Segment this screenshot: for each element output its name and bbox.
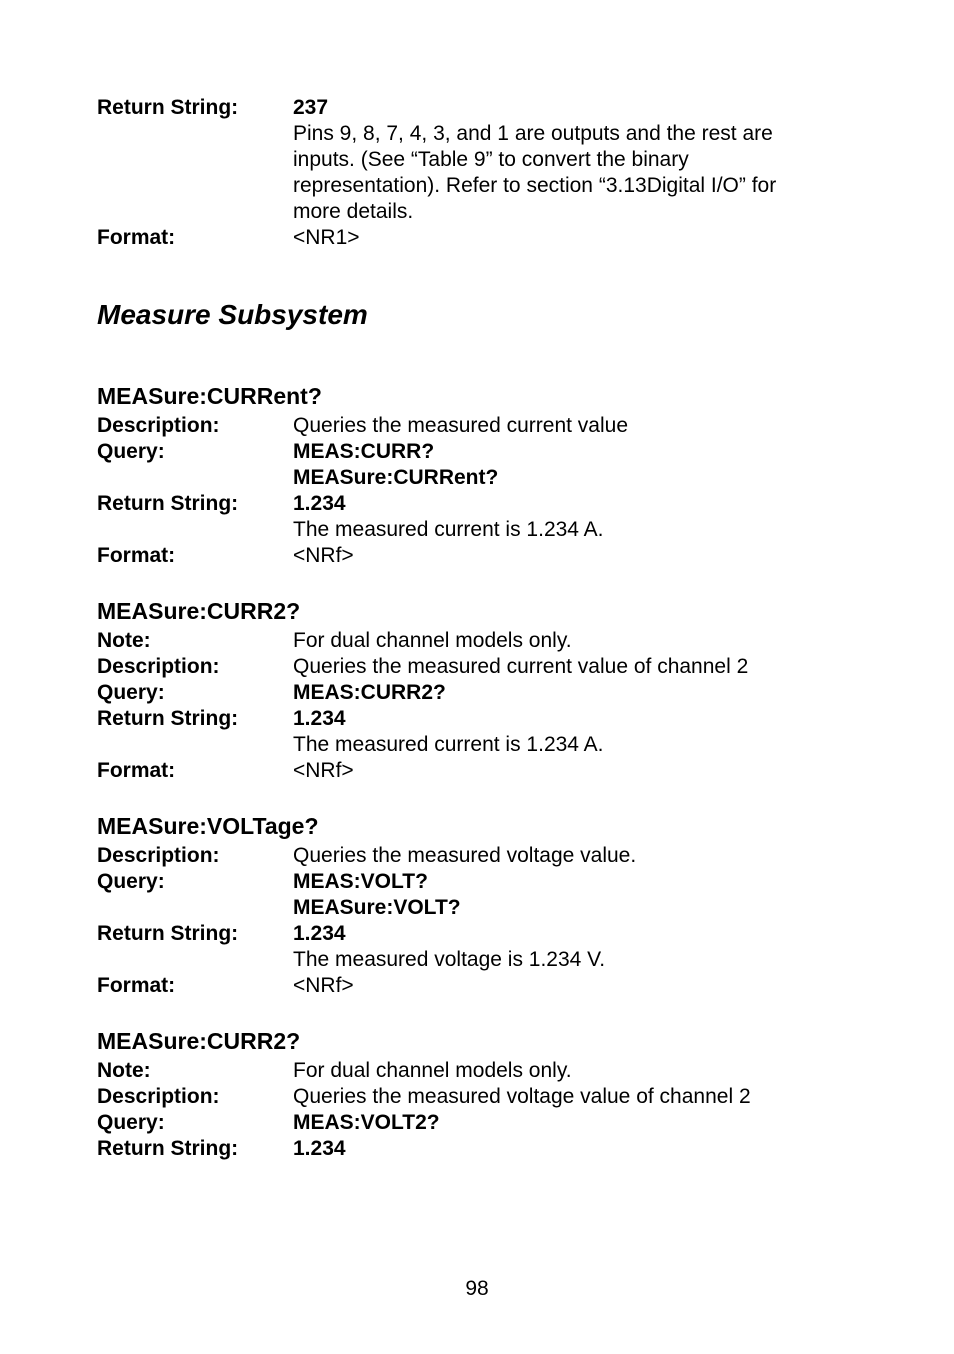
field-label: Return String: xyxy=(97,707,239,730)
field-value xyxy=(293,758,857,784)
field-entry xyxy=(97,654,857,680)
command-title: MEASure:CURR2? xyxy=(97,1028,301,1054)
field-value-line: <NRf> xyxy=(293,974,354,997)
field-label: Query: xyxy=(97,440,165,463)
field-value-line: MEAS:VOLT2? xyxy=(293,1111,440,1134)
field-value-line: 1.234 xyxy=(293,1137,346,1160)
field-label: Return String: xyxy=(97,1137,239,1160)
description-line: inputs. (See “Table 9” to convert the binary xyxy=(293,148,689,171)
field-value-line: <NRf> xyxy=(293,759,354,782)
field-value-line: 1.234 xyxy=(293,707,346,730)
command-title: MEASure:CURR2? xyxy=(97,598,301,624)
field-value-line: MEAS:CURR? xyxy=(293,440,435,463)
field-entry xyxy=(97,543,857,569)
field-label: Query: xyxy=(97,681,165,704)
command-block xyxy=(97,382,857,569)
field-entry xyxy=(97,1110,857,1136)
field-value xyxy=(293,439,857,491)
field-value-line: <NRf> xyxy=(293,544,354,567)
field-label: Format: xyxy=(97,974,176,997)
field-entry xyxy=(97,491,857,543)
field-value: <NR1> xyxy=(293,226,360,249)
format-entry xyxy=(97,225,857,251)
field-entry xyxy=(97,758,857,784)
command-title: MEASure:VOLTage? xyxy=(97,813,319,839)
field-label: Description: xyxy=(97,1085,220,1108)
field-entry xyxy=(97,869,857,921)
command-block xyxy=(97,1027,857,1162)
command-title: MEASure:CURRent? xyxy=(97,383,322,409)
section-title: Measure Subsystem xyxy=(97,299,368,330)
field-label: Return String: xyxy=(97,96,239,119)
field-value xyxy=(293,973,857,999)
field-label: Return String: xyxy=(97,922,239,945)
field-entry xyxy=(97,680,857,706)
field-value xyxy=(293,921,857,973)
field-value xyxy=(293,491,857,543)
field-value-line: 1.234 xyxy=(293,492,346,515)
field-label: Description: xyxy=(97,844,220,867)
field-value-line: The measured voltage is 1.234 V. xyxy=(293,948,606,971)
field-entry xyxy=(97,1136,857,1162)
field-label: Query: xyxy=(97,1111,165,1134)
description-line: Pins 9, 8, 7, 4, 3, and 1 are outputs and the rest are xyxy=(293,122,773,145)
description-line: representation). Refer to section “3.13Digital I/O” for xyxy=(293,174,777,197)
field-value-line: 1.234 xyxy=(293,922,346,945)
field-entry xyxy=(97,628,857,654)
field-value xyxy=(293,1084,857,1110)
page-number: 98 xyxy=(465,1277,489,1300)
field-entry xyxy=(97,1058,857,1084)
field-value xyxy=(293,706,857,758)
field-value-line: MEAS:CURR2? xyxy=(293,681,446,704)
field-entry xyxy=(97,706,857,758)
field-value xyxy=(293,1136,857,1162)
field-value xyxy=(293,95,857,225)
return-value: 237 xyxy=(293,96,329,119)
field-entry xyxy=(97,439,857,491)
field-label: Description: xyxy=(97,655,220,678)
field-value xyxy=(293,869,857,921)
field-entry xyxy=(97,843,857,869)
field-entry xyxy=(97,973,857,999)
field-value xyxy=(293,543,857,569)
field-entry xyxy=(97,413,857,439)
field-value xyxy=(293,413,857,439)
field-value xyxy=(293,628,857,654)
field-label: Format: xyxy=(97,226,176,249)
command-block xyxy=(97,812,857,999)
return-string-entry xyxy=(97,95,857,225)
field-value-line: Queries the measured voltage value. xyxy=(293,844,637,867)
description-line: more details. xyxy=(293,200,414,223)
field-value-line: Queries the measured voltage value of channel 2 xyxy=(293,1085,751,1108)
field-label: Return String: xyxy=(97,492,239,515)
field-value-line: The measured current is 1.234 A. xyxy=(293,733,604,756)
command-block xyxy=(97,597,857,784)
field-label: Note: xyxy=(97,1059,151,1082)
field-label: Format: xyxy=(97,544,176,567)
field-value xyxy=(293,1110,857,1136)
field-value xyxy=(293,680,857,706)
field-label: Note: xyxy=(97,629,151,652)
field-value-line: The measured current is 1.234 A. xyxy=(293,518,604,541)
field-value-line: For dual channel models only. xyxy=(293,1059,572,1082)
field-value-line: MEASure:VOLT? xyxy=(293,896,461,919)
field-value-line: MEAS:VOLT? xyxy=(293,870,428,893)
field-value-line: Queries the measured current value of channel 2 xyxy=(293,655,749,678)
field-label: Format: xyxy=(97,759,176,782)
field-value xyxy=(293,1058,857,1084)
field-value-line: Queries the measured current value xyxy=(293,414,629,437)
manual-page xyxy=(97,95,857,1162)
field-entry xyxy=(97,921,857,973)
field-value-line: For dual channel models only. xyxy=(293,629,572,652)
field-label: Query: xyxy=(97,870,165,893)
field-value-line: MEASure:CURRent? xyxy=(293,466,499,489)
field-value xyxy=(293,654,857,680)
field-entry xyxy=(97,1084,857,1110)
field-label: Description: xyxy=(97,414,220,437)
field-value xyxy=(293,843,857,869)
command-list xyxy=(97,382,857,1162)
